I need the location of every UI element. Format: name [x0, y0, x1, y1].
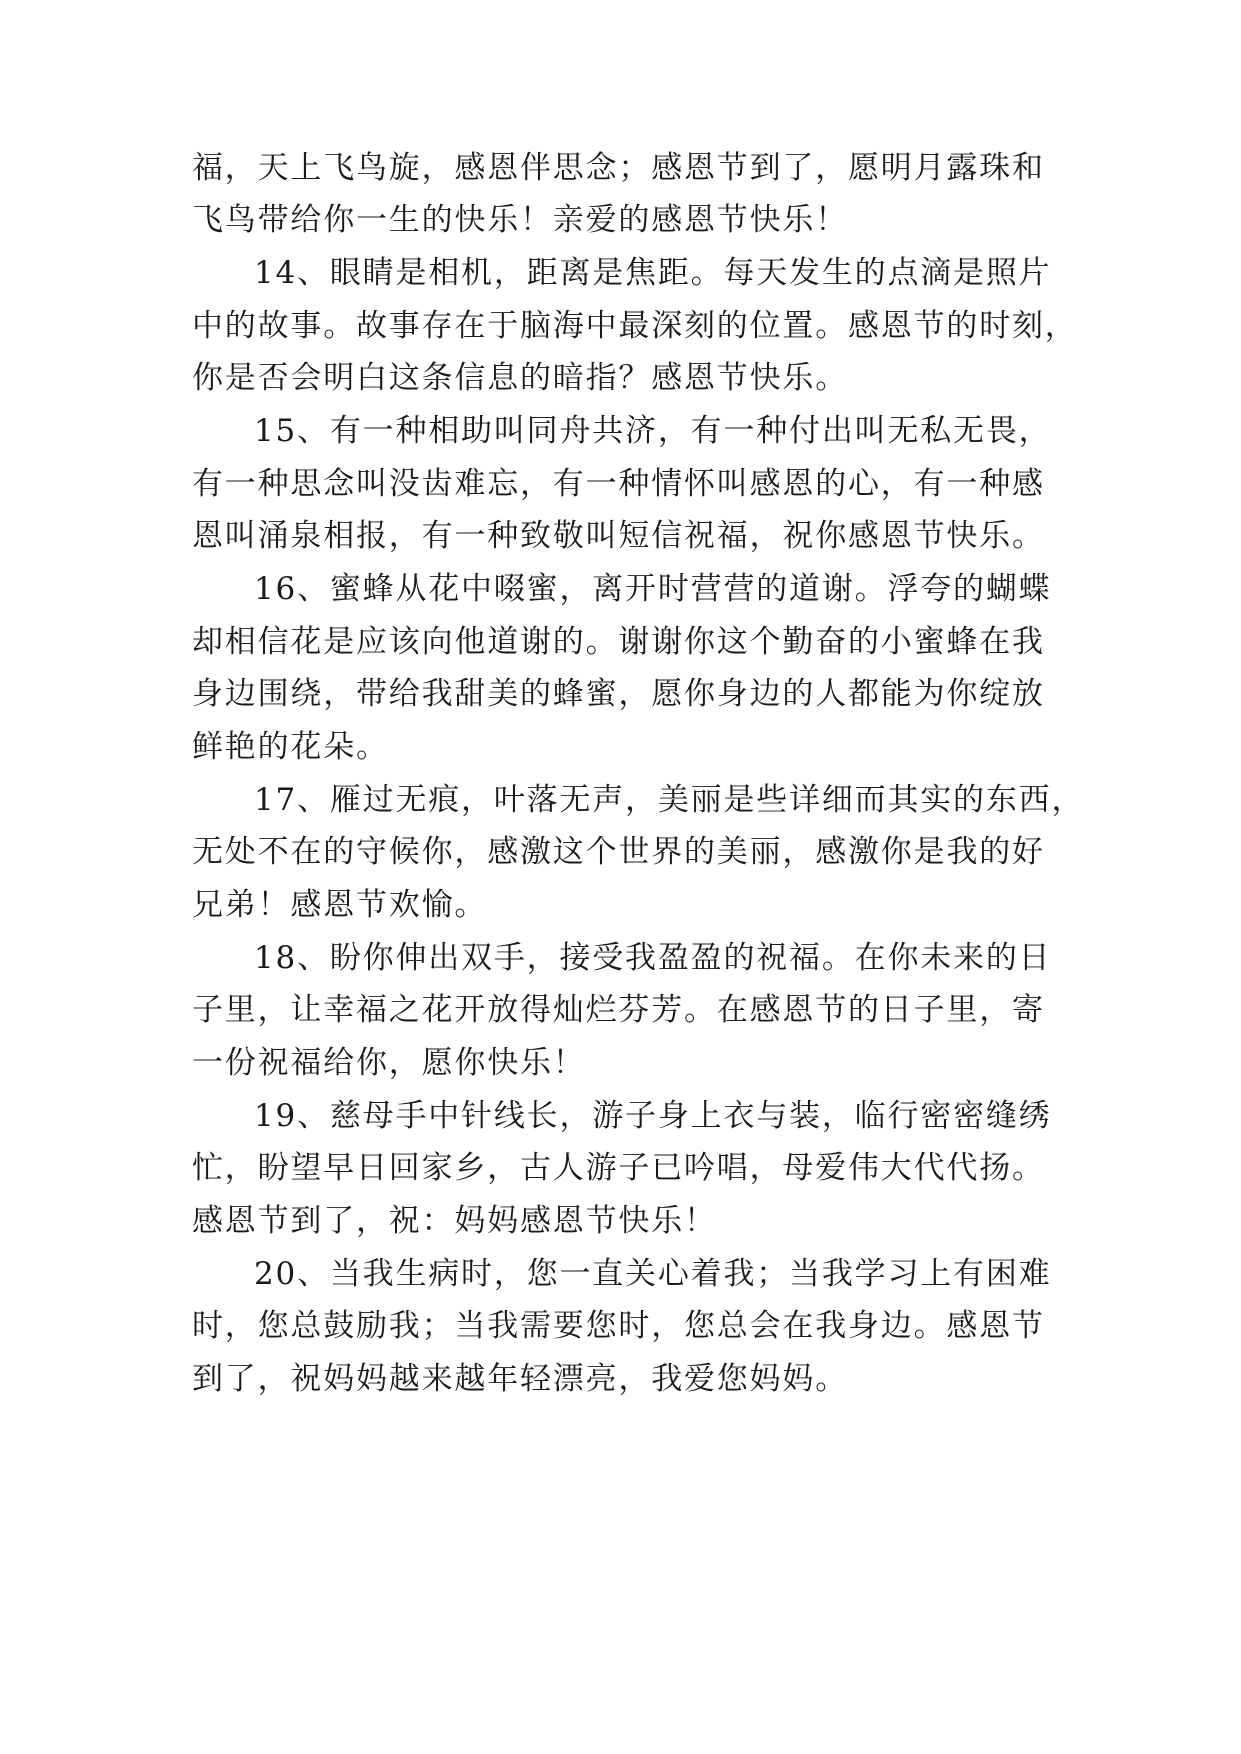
- paragraph-18-start: 18、盼你伸出双手，接受我盈盈的祝福。在你未来的日: [254, 940, 1052, 976]
- text-line: 一份祝福给你，愿你快乐！: [192, 1045, 586, 1081]
- text-line: 身边围绕，带给我甜美的蜂蜜，愿你身边的人都能为你绽放: [192, 676, 1045, 712]
- paragraph-19-start: 19、慈母手中针线长，游子身上衣与装，临行密密缝绣: [254, 1098, 1052, 1134]
- paragraph-16-start: 16、蜜蜂从花中啜蜜，离开时营营的道谢。浮夸的蝴蝶: [254, 571, 1052, 607]
- text-line: 飞鸟带给你一生的快乐！亲爱的感恩节快乐！: [192, 202, 848, 238]
- text-line: 鲜艳的花朵。: [192, 729, 389, 765]
- paragraph-17-start: 17、雁过无痕，叶落无声，美丽是些详细而其实的东西，: [254, 782, 1085, 818]
- text-line: 子里，让幸福之花开放得灿烂芬芳。在感恩节的日子里，寄: [192, 992, 1045, 1028]
- text-line: 中的故事。故事存在于脑海中最深刻的位置。感恩节的时刻，: [192, 308, 1078, 344]
- text-line: 忙，盼望早日回家乡，古人游子已吟唱，母爱伟大代代扬。: [192, 1150, 1045, 1186]
- text-line: 到了，祝妈妈越来越年轻漂亮，我爱您妈妈。: [192, 1361, 848, 1397]
- text-line: 感恩节到了，祝：妈妈感恩节快乐！: [192, 1203, 717, 1239]
- text-line: 无处不在的守候你，感激这个世界的美丽，感激你是我的好: [192, 834, 1045, 870]
- text-line: 恩叫涌泉相报，有一种致敬叫短信祝福，祝你感恩节快乐。: [192, 518, 1045, 554]
- text-line: 兄弟！感恩节欢愉。: [192, 887, 488, 923]
- text-line: 你是否会明白这条信息的暗指？感恩节快乐。: [192, 360, 848, 396]
- paragraph-20-start: 20、当我生病时，您一直关心着我；当我学习上有困难: [254, 1256, 1052, 1292]
- text-line: 福，天上飞鸟旋，感恩伴思念；感恩节到了，愿明月露珠和: [192, 150, 1045, 186]
- text-line: 却相信花是应该向他道谢的。谢谢你这个勤奋的小蜜蜂在我: [192, 624, 1045, 660]
- text-line: 时，您总鼓励我；当我需要您时，您总会在我身边。感恩节: [192, 1308, 1045, 1344]
- paragraph-14-start: 14、眼睛是相机，距离是焦距。每天发生的点滴是照片: [254, 255, 1052, 291]
- paragraph-15-start: 15、有一种相助叫同舟共济，有一种付出叫无私无畏，: [254, 413, 1052, 449]
- text-line: 有一种思念叫没齿难忘，有一种情怀叫感恩的心，有一种感: [192, 466, 1045, 502]
